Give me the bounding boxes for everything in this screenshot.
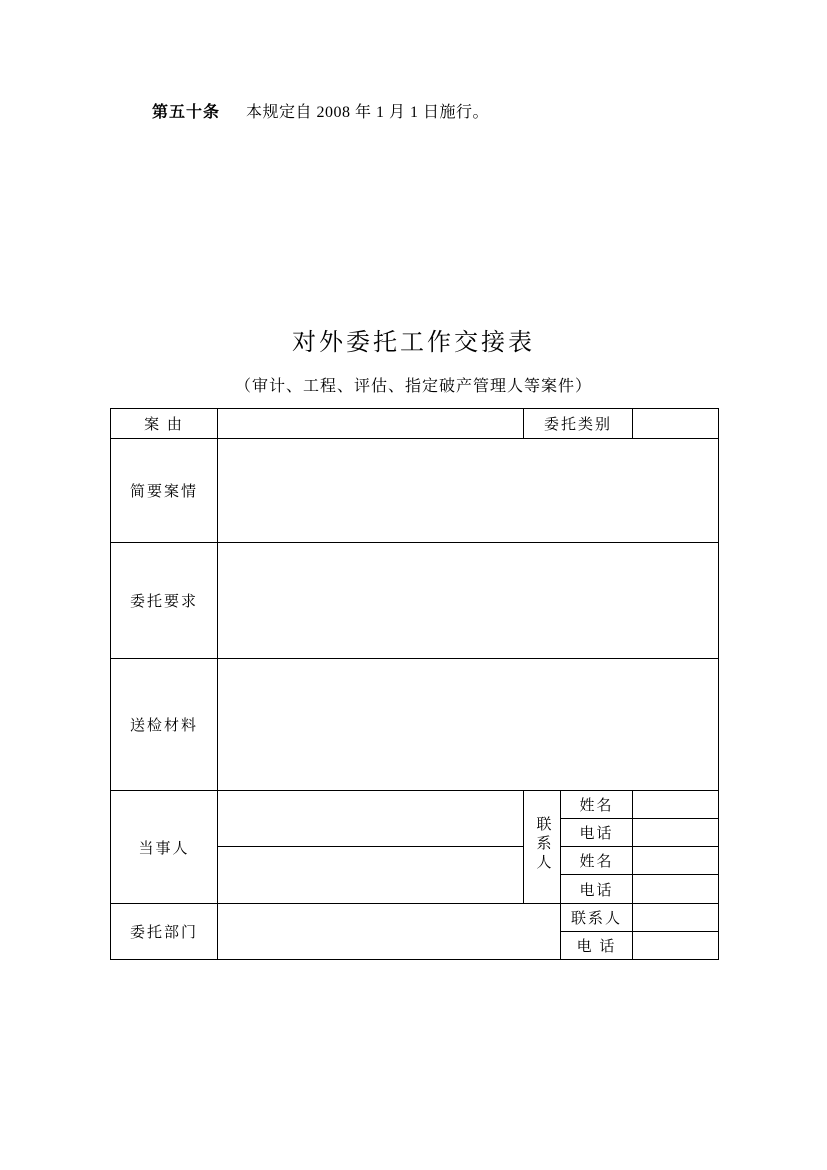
value-party-top[interactable] bbox=[218, 791, 524, 847]
article-line bbox=[152, 100, 489, 126]
table-row bbox=[111, 904, 719, 932]
value-party-bottom[interactable] bbox=[218, 847, 524, 904]
label-entrust-request: 委托要求 bbox=[111, 543, 218, 659]
value-case-brief[interactable] bbox=[218, 439, 719, 543]
value-name-1[interactable] bbox=[633, 791, 719, 819]
label-case-brief: 简要案情 bbox=[111, 439, 218, 543]
value-phone-1[interactable] bbox=[633, 819, 719, 847]
label-phone-1: 电话 bbox=[561, 819, 633, 847]
value-name-2[interactable] bbox=[633, 847, 719, 875]
label-contact-person-vertical bbox=[524, 791, 561, 904]
contact-person-vertical-text: 联系人 bbox=[534, 816, 551, 873]
article-label: 第五十条 bbox=[152, 104, 221, 121]
value-contact-person[interactable] bbox=[633, 904, 719, 932]
label-party: 当事人 bbox=[111, 791, 218, 904]
value-contact-phone[interactable] bbox=[633, 932, 719, 960]
table-row bbox=[111, 659, 719, 791]
entrust-handover-table bbox=[110, 408, 719, 960]
label-entrust-department: 委托部门 bbox=[111, 904, 218, 960]
label-submitted-materials: 送检材料 bbox=[111, 659, 218, 791]
value-entrust-type[interactable] bbox=[633, 409, 719, 439]
table-row bbox=[111, 791, 719, 819]
value-case-reason[interactable] bbox=[218, 409, 524, 439]
value-phone-2[interactable] bbox=[633, 875, 719, 904]
value-entrust-department[interactable] bbox=[218, 904, 561, 960]
form-subtitle: （审计、工程、评估、指定破产管理人等案件） bbox=[234, 378, 592, 395]
table-row bbox=[111, 543, 719, 659]
label-name-1: 姓名 bbox=[561, 791, 633, 819]
label-case-reason: 案 由 bbox=[111, 409, 218, 439]
table-row bbox=[111, 409, 719, 439]
label-phone-2: 电话 bbox=[561, 875, 633, 904]
value-submitted-materials[interactable] bbox=[218, 659, 719, 791]
label-name-2: 姓名 bbox=[561, 847, 633, 875]
value-entrust-request[interactable] bbox=[218, 543, 719, 659]
label-entrust-type: 委托类别 bbox=[524, 409, 633, 439]
label-contact-phone: 电 话 bbox=[561, 932, 633, 960]
label-contact-person: 联系人 bbox=[561, 904, 633, 932]
table-row bbox=[111, 439, 719, 543]
article-text: 本规定自 2008 年 1 月 1 日施行。 bbox=[246, 104, 490, 121]
form-title: 对外委托工作交接表 bbox=[292, 330, 535, 356]
